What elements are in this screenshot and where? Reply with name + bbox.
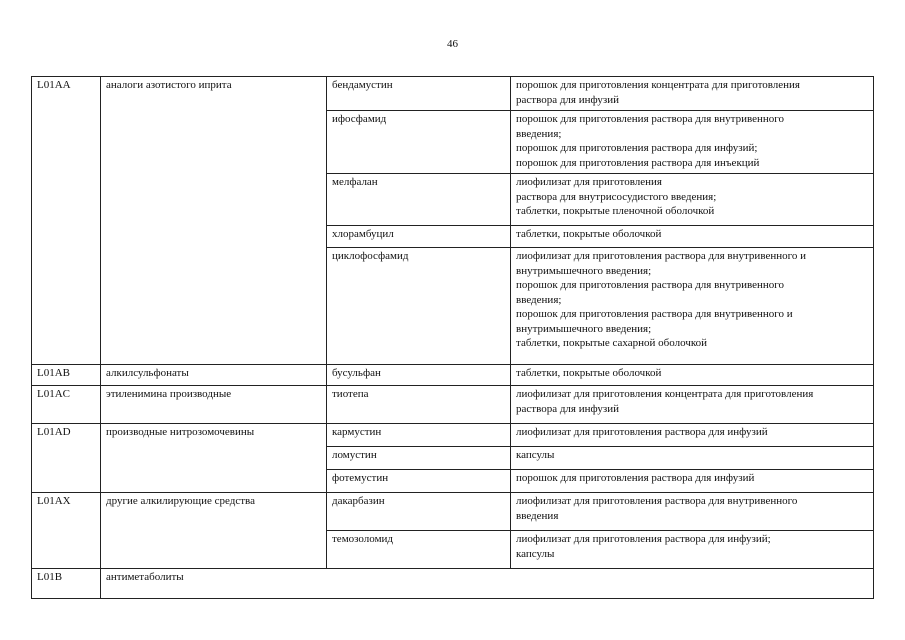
drug-name-cell: бусульфан bbox=[327, 365, 511, 386]
dosage-form-line: введения; bbox=[516, 127, 562, 140]
drug-name-cell: фотемустин bbox=[327, 470, 511, 493]
drug-name-cell: ифосфамид bbox=[327, 111, 511, 174]
group-name-cell: антиметаболиты bbox=[101, 569, 874, 599]
drug-classification-table bbox=[31, 76, 874, 599]
table-row bbox=[32, 493, 874, 531]
page-number: 46 bbox=[447, 38, 458, 50]
dosage-form-line: раствора для инфузий bbox=[516, 402, 619, 415]
dosage-form-line: лиофилизат для приготовления раствора для инфузий; bbox=[516, 533, 771, 545]
table-row bbox=[32, 365, 874, 386]
dosage-form-line: раствора для внутрисосудистого введения; bbox=[516, 190, 717, 203]
dosage-form-line: лиофилизат для приготовления bbox=[516, 176, 662, 188]
dosage-forms-cell bbox=[511, 248, 874, 365]
dosage-form-line: лиофилизат для приготовления раствора для внутривенного bbox=[516, 495, 798, 507]
table-row bbox=[32, 77, 874, 111]
dosage-form-line: раствора для инфузий bbox=[516, 93, 619, 106]
drug-name-cell: мелфалан bbox=[327, 174, 511, 226]
table-row bbox=[32, 569, 874, 599]
atc-code-cell: L01AX bbox=[32, 493, 101, 569]
dosage-forms-cell bbox=[511, 226, 874, 248]
dosage-forms-cell bbox=[511, 365, 874, 386]
atc-code-cell: L01AA bbox=[32, 77, 101, 365]
drug-name-cell: темозоломид bbox=[327, 531, 511, 569]
dosage-forms-cell bbox=[511, 424, 874, 447]
dosage-forms-cell bbox=[511, 447, 874, 470]
drug-name-cell: кармустин bbox=[327, 424, 511, 447]
dosage-form-line: таблетки, покрытые оболочкой bbox=[516, 228, 662, 240]
group-name-cell: этиленимина производные bbox=[101, 386, 327, 424]
dosage-form-line: введения bbox=[516, 509, 559, 522]
atc-code-cell: L01AB bbox=[32, 365, 101, 386]
drug-name-cell: хлорамбуцил bbox=[327, 226, 511, 248]
drug-name-cell: дакарбазин bbox=[327, 493, 511, 531]
dosage-forms-cell bbox=[511, 111, 874, 174]
drug-name-cell: циклофосфамид bbox=[327, 248, 511, 365]
dosage-form-line: капсулы bbox=[516, 449, 555, 461]
drug-name-cell: ломустин bbox=[327, 447, 511, 470]
dosage-form-line: порошок для приготовления раствора для инъекций bbox=[516, 156, 760, 169]
drug-name-cell: бендамустин bbox=[327, 77, 511, 111]
dosage-forms-cell bbox=[511, 493, 874, 531]
dosage-forms-cell bbox=[511, 77, 874, 111]
group-name-cell: аналоги азотистого иприта bbox=[101, 77, 327, 365]
dosage-form-line: порошок для приготовления раствора для внутривенного и bbox=[516, 308, 793, 320]
group-name-cell: алкилсульфонаты bbox=[101, 365, 327, 386]
atc-code-cell: L01B bbox=[32, 569, 101, 599]
dosage-form-line: таблетки, покрытые пленочной оболочкой bbox=[516, 205, 715, 217]
drug-name-cell: тиотепа bbox=[327, 386, 511, 424]
table-row bbox=[32, 424, 874, 447]
dosage-form-line: внутримышечного введения; bbox=[516, 322, 652, 335]
dosage-form-line: порошок для приготовления раствора для внутривенного bbox=[516, 113, 785, 125]
dosage-form-line: таблетки, покрытые оболочкой bbox=[516, 367, 662, 379]
dosage-form-line: введения; bbox=[516, 293, 562, 306]
dosage-forms-cell bbox=[511, 531, 874, 569]
dosage-forms-cell bbox=[511, 386, 874, 424]
group-name-cell: другие алкилирующие средства bbox=[101, 493, 327, 569]
dosage-forms-cell bbox=[511, 174, 874, 226]
dosage-form-line: лиофилизат для приготовления раствора для инфузий bbox=[516, 426, 768, 438]
atc-code-cell: L01AD bbox=[32, 424, 101, 493]
dosage-forms-cell bbox=[511, 470, 874, 493]
dosage-form-line: внутримышечного введения; bbox=[516, 264, 652, 277]
dosage-form-line: порошок для приготовления раствора для инфузий; bbox=[516, 142, 758, 154]
dosage-form-line: порошок для приготовления раствора для внутривенного bbox=[516, 279, 785, 291]
dosage-form-line: порошок для приготовления концентрата для приготовления bbox=[516, 79, 800, 91]
dosage-form-line: порошок для приготовления раствора для инфузий bbox=[516, 472, 755, 484]
dosage-form-line: лиофилизат для приготовления концентрата для приготовления bbox=[516, 388, 814, 400]
dosage-form-line: таблетки, покрытые сахарной оболочкой bbox=[516, 337, 708, 349]
atc-code-cell: L01AC bbox=[32, 386, 101, 424]
dosage-form-line: лиофилизат для приготовления раствора для внутривенного и bbox=[516, 250, 806, 262]
dosage-form-line: капсулы bbox=[516, 547, 555, 560]
group-name-cell: производные нитрозомочевины bbox=[101, 424, 327, 493]
table-row bbox=[32, 386, 874, 424]
